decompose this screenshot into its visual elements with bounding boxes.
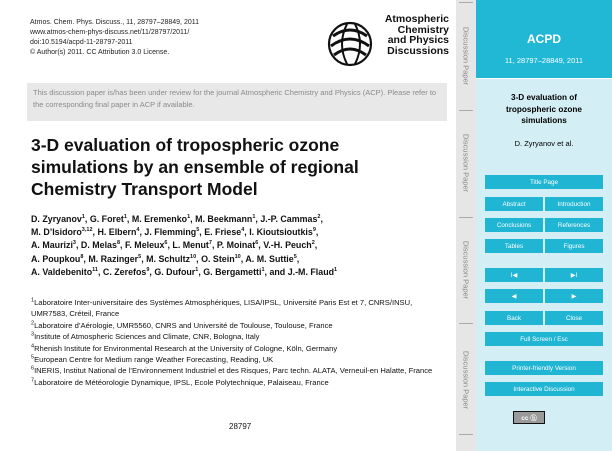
affiliation-text: Laboratoire de Météorologie Dynamique, IPSL, Ecole Polytechnique, Palaiseau, France: [34, 377, 329, 387]
author-name: M. Beekmann: [195, 214, 253, 224]
title-line: simulations by an ensemble of regional: [31, 157, 359, 177]
author-name: M. Eremenko: [131, 214, 188, 224]
affiliation: [31, 343, 446, 354]
meta-doi[interactable]: doi:10.5194/acpd-11-28797-2011: [30, 39, 133, 46]
author-affiliation-mark: 1: [261, 266, 265, 273]
author-affiliation-mark: 2: [311, 240, 315, 247]
divider: [459, 110, 473, 111]
affiliation-list: [31, 297, 446, 388]
sidebar-title: [476, 92, 612, 127]
references-button[interactable]: References: [545, 218, 603, 232]
journal-acronym: ACPD: [526, 32, 561, 46]
cc-license-icon[interactable]: cc ⓑ: [513, 411, 545, 424]
author-name: M. Razinger: [88, 253, 139, 264]
author-name: M. Schultz: [146, 253, 191, 264]
author-name: O. Stein: [201, 253, 235, 264]
logo-line: Discussions: [387, 44, 449, 57]
fullscreen-button[interactable]: Full Screen / Esc: [485, 332, 603, 346]
author-name: G. Dufour: [154, 266, 196, 277]
affiliation-number: 4: [31, 343, 35, 350]
strip-label: Discussion Paper: [461, 26, 471, 86]
affiliation-number: 3: [31, 331, 35, 338]
author-affiliation-mark: 5: [196, 227, 200, 234]
author-affiliation-mark: 11: [92, 266, 98, 273]
affiliation-text: INERIS, Institut National de l’Environnement Industriel et des Risques, Parc techn. ALATA, Verneuil-en Halatte, France: [34, 366, 433, 376]
affiliation-number: 1: [31, 297, 35, 304]
meta-license: © Author(s) 2011. CC Attribution 3.0 License.: [30, 49, 170, 56]
author-affiliation-mark: 4: [241, 227, 245, 234]
strip-label: Discussion Paper: [461, 240, 471, 300]
affiliation-number: 2: [31, 320, 35, 327]
discussion-paper-strip: [456, 0, 476, 451]
author-affiliation-mark: 6: [255, 240, 259, 247]
paper-title: [31, 134, 441, 200]
logo-line: Chemistry: [397, 23, 449, 36]
author-affiliation-mark: 3: [72, 240, 76, 247]
affiliation-text: Rhenish Institute for Environmental Research at the University of Cologne, Köln, Germany: [34, 343, 338, 353]
logo-line: Atmospheric: [384, 13, 449, 25]
author-line: M. D’Isidoro$^{3,12}$, H. Elbern$^4$, J. Flemming$^5$, E. Friese$^4$, I. Kioutsioutkis$^9$,: [31, 227, 319, 238]
previous-page-icon[interactable]: ◀: [485, 289, 543, 303]
sidebar-title-line: 3-D evaluation of: [511, 93, 577, 102]
divider: [459, 2, 473, 3]
title-line: Chemistry Transport Model: [31, 179, 258, 199]
author-name: D. Melas: [80, 240, 117, 251]
meta-url[interactable]: www.atmos-chem-phys-discuss.net/11/28797/2011/: [30, 29, 190, 36]
journal-logo: [325, 14, 449, 70]
author-affiliation-mark: 5: [293, 253, 297, 260]
affiliation: [31, 354, 446, 365]
author-affiliation-mark: 9: [146, 266, 150, 273]
author-list: [31, 213, 441, 279]
author-name: V.-H. Peuch: [263, 240, 312, 251]
author-name: A. Valdebenito: [31, 266, 93, 277]
title-line: 3-D evaluation of tropospheric ozone: [31, 135, 340, 155]
sidebar-title-line: tropospheric ozone: [506, 104, 582, 114]
affiliation-text: European Centre for Medium range Weather Forecasting, Reading, UK: [34, 355, 274, 365]
author-name: P. Moinat: [216, 240, 256, 251]
author-name: F. Meleux: [124, 240, 165, 251]
author-affiliation-mark: 1: [252, 214, 256, 221]
author-name: H. Elbern: [97, 227, 137, 238]
review-notice: This discussion paper is/has been under review for the journal Atmospheric Chemistry and Physics (ACP). Please refer to the corresponding final paper in ACP if available.: [27, 83, 447, 121]
affiliation: [31, 377, 446, 388]
author-affiliation-mark: 2: [317, 214, 321, 221]
divider: [459, 323, 473, 324]
sidebar-author: D. Zyryanov et al.: [514, 139, 574, 148]
affiliation-text: Institute of Atmospheric Sciences and Climate, CNR, Bologna, Italy: [34, 332, 260, 342]
author-affiliation-mark: 8: [80, 253, 84, 260]
affiliation: [31, 331, 446, 342]
author-affiliation-mark: 5: [138, 253, 142, 260]
author-name: L. Menut: [172, 240, 209, 251]
citation-meta: [30, 18, 199, 58]
author-name: G. Bergametti: [203, 266, 262, 277]
author-name: A. Maurizi: [31, 240, 73, 251]
author-name: E. Friese: [204, 227, 242, 238]
affiliation: [31, 297, 446, 320]
page-number: 28797: [229, 422, 252, 431]
journal-pages: 11, 28797–28849, 2011: [504, 56, 584, 65]
author-name: M. D’Isidoro: [31, 227, 82, 238]
author-affiliation-mark: 6: [164, 240, 168, 247]
sidebar-title-line: simulations: [521, 116, 567, 125]
author-affiliation-mark: 8: [116, 240, 120, 247]
conclusions-button[interactable]: Conclusions: [485, 218, 543, 232]
strip-label: Discussion Paper: [461, 133, 471, 193]
author-name: A. M. Suttie: [245, 253, 294, 264]
first-page-icon[interactable]: I◀: [485, 268, 543, 282]
author-affiliation-mark: 10: [234, 253, 241, 260]
back-button[interactable]: Back: [485, 311, 543, 325]
author-name: J.-P. Cammas: [260, 214, 318, 224]
printer-friendly-button[interactable]: Printer-friendly Version: [485, 361, 603, 375]
author-name: G. Foret: [89, 214, 124, 224]
author-affiliation-mark: 4: [136, 227, 140, 234]
affiliation-number: 5: [31, 354, 35, 361]
tables-button[interactable]: Tables: [485, 239, 543, 253]
affiliation-text: Laboratoire d’Aérologie, UMR5560, CNRS and Université de Toulouse, Toulouse, France: [34, 320, 333, 330]
logo-line: and Physics: [387, 34, 449, 46]
author-name: A. Poupkou: [31, 253, 81, 264]
author-line: D. Zyryanov$^1$, G. Foret$^1$, M. Eremenko$^1$, M. Beekmann$^1$, J.-P. Cammas$^2$,: [31, 214, 323, 224]
affiliation-text: Laboratoire Inter-universitaire des Systèmes Atmosphériques, LISA/IPSL, Université Paris Est et 7, CNRS/INSU, UMR7583, Créteil, France: [31, 298, 413, 319]
interactive-discussion-button[interactable]: Interactive Discussion: [485, 382, 603, 396]
affiliation: [31, 320, 446, 331]
author-affiliation-mark: 1: [334, 266, 338, 273]
divider: [459, 434, 473, 435]
globe-icon: [325, 16, 375, 70]
next-page-icon[interactable]: ▶: [545, 289, 603, 303]
author-line: A. Maurizi$^3$, D. Melas$^8$, F. Meleux$^6$, L. Menut$^7$, P. Moinat$^6$, V.-H. Peuch$^2$,: [31, 240, 318, 251]
author-name: C. Zerefos: [102, 266, 147, 277]
title-page-button[interactable]: Title Page: [485, 175, 603, 189]
logo-text: [371, 14, 449, 56]
author-name: and J.-M. Flaud: [269, 266, 335, 277]
strip-label: Discussion Paper: [461, 350, 471, 410]
author-name: J. Flemming: [144, 227, 197, 238]
affiliation-number: 7: [31, 377, 35, 384]
author-affiliation-mark: 1: [195, 266, 199, 273]
author-name: I. Kioutsioutkis: [249, 227, 313, 238]
author-affiliation-mark: 1: [123, 214, 127, 221]
journal-header: [476, 0, 612, 78]
figures-button[interactable]: Figures: [545, 239, 603, 253]
author-affiliation-mark: 3,12: [81, 227, 93, 234]
author-affiliation-mark: 10: [190, 253, 197, 260]
author-affiliation-mark: 7: [208, 240, 212, 247]
author-name: D. Zyryanov: [31, 214, 82, 224]
affiliation: [31, 365, 446, 376]
affiliation-number: 6: [31, 365, 35, 372]
divider: [459, 217, 473, 218]
author-line: A. Poupkou$^8$, M. Razinger$^5$, M. Schultz$^{10}$, O. Stein$^{10}$, A. M. Suttie$^5$,: [31, 253, 300, 264]
author-line: A. Valdebenito$^{11}$, C. Zerefos$^9$, G. Dufour$^1$, G. Bergametti$^1$, and J.-M. Flaud$^1$: [31, 266, 338, 277]
close-button[interactable]: Close: [545, 311, 603, 325]
introduction-button[interactable]: Introduction: [545, 197, 603, 211]
abstract-button[interactable]: Abstract: [485, 197, 543, 211]
meta-journal: Atmos. Chem. Phys. Discuss., 11, 28797–28849, 2011: [30, 19, 200, 26]
author-affiliation-mark: 9: [312, 227, 316, 234]
author-affiliation-mark: 1: [187, 214, 191, 221]
author-affiliation-mark: 1: [81, 214, 85, 221]
navigation-sidebar: [476, 0, 612, 451]
last-page-icon[interactable]: ▶I: [545, 268, 603, 282]
